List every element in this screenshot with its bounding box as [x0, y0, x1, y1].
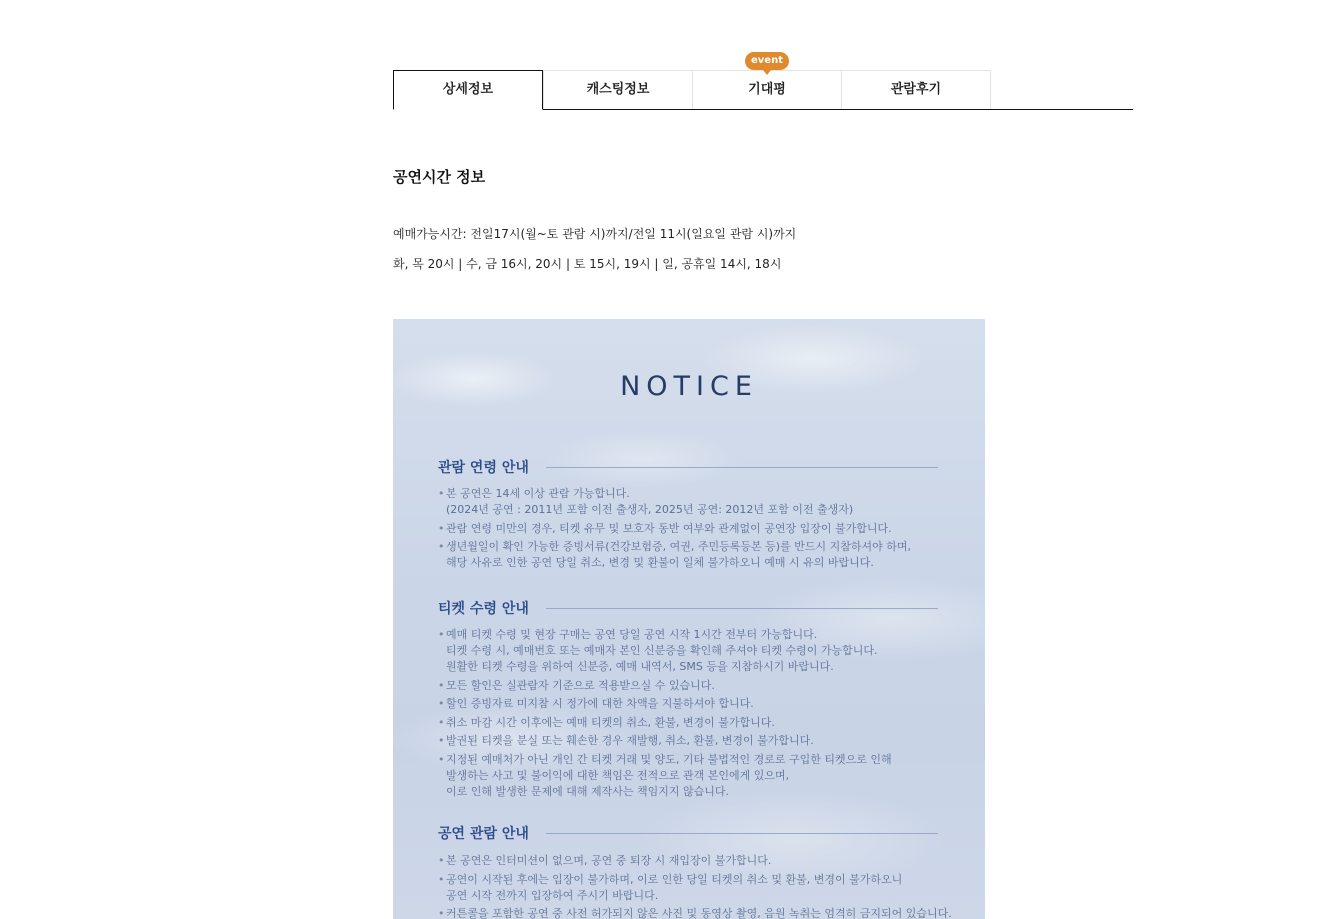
list-item: • 본 공연은 인터미션이 없으며, 공연 중 퇴장 시 재입장이 불가합니다. [438, 853, 938, 869]
notice-section-heading [438, 823, 938, 843]
booking-time-text: 예매가능시간: 전일17시(월~토 관람 시)까지/전일 11시(일요일 관람 시)까지 [393, 227, 797, 241]
tab-casting-info[interactable]: 캐스팅정보 [543, 70, 693, 109]
heading-rule [546, 467, 938, 468]
tab-reviews[interactable]: 관람후기 [841, 70, 991, 109]
heading-rule [546, 608, 938, 609]
tab-detail-info[interactable]: 상세정보 [393, 70, 543, 110]
list-item: • 관람 연령 미만의 경우, 티켓 유무 및 보호자 동반 여부와 관계없이 공연장 입장이 불가합니다. [438, 521, 938, 537]
list-item: • 취소 마감 시간 이후에는 예매 티켓의 취소, 환불, 변경이 불가합니다. [438, 715, 938, 731]
list-item: • 커튼콜을 포함한 공연 중 사전 허가되지 않은 사진 및 동영상 촬영, 음원 녹취는 엄격히 금지되어 있습니다. [438, 906, 938, 919]
event-badge [745, 52, 789, 70]
notice-section-label: 관람 연령 안내 [438, 460, 529, 476]
notice-section-heading [438, 457, 938, 477]
notice-section-list [438, 853, 952, 919]
schedule-text: 화, 목 20시 | 수, 금 16시, 20시 | 토 15시, 19시 | 일, 공휴일 14시, 18시 [393, 257, 782, 271]
notice-section-label: 공연 관람 안내 [438, 826, 529, 842]
detail-tabs [393, 70, 1133, 110]
list-item: • 모든 할인은 실관람자 기준으로 적용받으실 수 있습니다. [438, 678, 938, 694]
list-item: • 생년월일이 확인 가능한 증빙서류(건강보험증, 여권, 주민등록등본 등)를 반드시 지참하셔야 하며, 해당 사유로 인한 공연 당일 취소, 변경 및 환불이 일체 불가하오니 예매 시 유의 바랍니다. [438, 539, 938, 571]
list-item: • 공연이 시작된 후에는 입장이 불가하며, 이로 인한 당일 티켓의 취소 및 환불, 변경이 불가하오니 공연 시작 전까지 입장하여 주시기 바랍니다. [438, 872, 938, 904]
notice-section-list [438, 627, 938, 802]
notice-section-list [438, 486, 938, 574]
notice-section-heading [438, 598, 938, 618]
list-item: • 지정된 예매처가 아닌 개인 간 티켓 거래 및 양도, 기타 불법적인 경로로 구입한 티켓으로 인해 발생하는 사고 및 불이익에 대한 책임은 전적으로 관객 본인에게 있으며, 이로 인해 발생한 문제에 대해 제작사는 책임지지 않습니다. [438, 752, 938, 800]
event-badge-label: event [751, 55, 783, 66]
notice-poster [393, 319, 985, 919]
event-badge-tail [763, 70, 771, 75]
list-item: • 본 공연은 14세 이상 관람 가능합니다. (2024년 공연 : 2011년 포함 이전 출생자, 2025년 공연: 2012년 포함 이전 출생자) [438, 486, 938, 518]
list-item: • 할인 증빙자료 미지참 시 정가에 대한 차액을 지불하셔야 합니다. [438, 696, 938, 712]
list-item: • 발권된 티켓을 분실 또는 훼손한 경우 재발행, 취소, 환불, 변경이 불가합니다. [438, 733, 938, 749]
tab-expectations[interactable]: 기대평 [692, 70, 842, 109]
heading-rule [546, 833, 938, 834]
notice-section-label: 티켓 수령 안내 [438, 601, 529, 617]
performance-time-title: 공연시간 정보 [393, 168, 486, 186]
list-item: • 예매 티켓 수령 및 현장 구매는 공연 당일 공연 시작 1시간 전부터 가능합니다. 티켓 수령 시, 예매번호 또는 예매자 본인 신분증을 확인해 주셔야 티켓 수령이 가능합니다. 원활한 티켓 수령을 위하여 신분증, 예매 내역서, SMS 등을 지참하시기 바랍니다. [438, 627, 938, 675]
notice-title: NOTICE [620, 371, 758, 402]
